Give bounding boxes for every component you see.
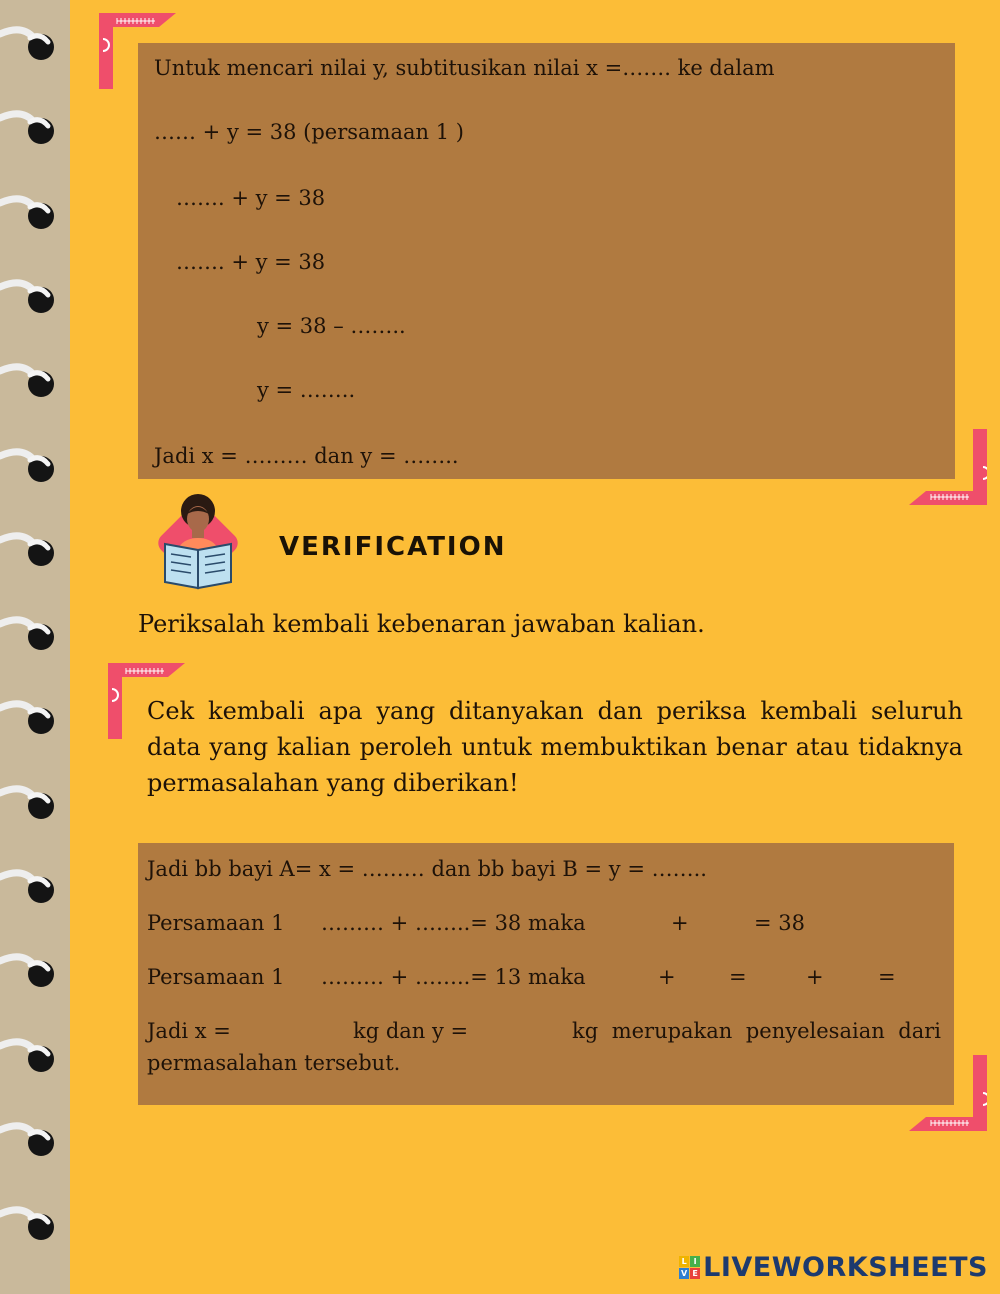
equation-result: = 38 bbox=[754, 911, 805, 935]
equation-expression: ……… + ……..= 13 maka bbox=[321, 965, 586, 989]
logo-letter: V bbox=[681, 1269, 688, 1278]
binder-ring-icon bbox=[0, 783, 60, 823]
liveworksheets-logo[interactable] bbox=[679, 1252, 988, 1283]
solution-box bbox=[138, 43, 955, 479]
ruler-corner-icon bbox=[909, 1055, 987, 1131]
logo-mark-icon bbox=[679, 1256, 700, 1279]
binder-ring-icon bbox=[0, 1204, 60, 1244]
binder-ring-icon bbox=[0, 951, 60, 991]
equation-expression: ……… + ……..= 38 maka bbox=[321, 911, 586, 935]
binder-ring-icon bbox=[0, 867, 60, 907]
conclusion-text: kg merupakan penyelesaian dari bbox=[572, 1019, 941, 1043]
binder-ring-icon bbox=[0, 614, 60, 654]
equals-sign: = bbox=[729, 965, 747, 989]
binder-ring-icon bbox=[0, 1120, 60, 1160]
binder-ring-icon bbox=[0, 108, 60, 148]
section-title: VERIFICATION bbox=[279, 532, 507, 562]
reading-person-icon bbox=[149, 492, 247, 596]
binder-ring-icon bbox=[0, 530, 60, 570]
box-line: Jadi x = ……… dan y = …….. bbox=[154, 444, 459, 468]
verification-box bbox=[138, 843, 954, 1105]
ruler-corner-icon bbox=[909, 429, 987, 505]
logo-letter: E bbox=[690, 1268, 700, 1279]
box-line: y = 38 – …….. bbox=[257, 314, 406, 338]
plus-sign: + bbox=[658, 965, 676, 989]
binder-ring-icon bbox=[0, 361, 60, 401]
logo-letter: I bbox=[690, 1256, 700, 1267]
result-line: Jadi bb bayi A= x = ……… dan bb bayi B = y = …….. bbox=[147, 857, 707, 881]
binder-ring-icon bbox=[0, 1036, 60, 1076]
equation-label: Persamaan 1 bbox=[147, 911, 285, 935]
logo-letter: L bbox=[679, 1256, 689, 1267]
binder-ring-icon bbox=[0, 24, 60, 64]
box-line: y = …….. bbox=[257, 378, 356, 402]
equals-sign: = bbox=[878, 965, 896, 989]
instruction-paragraph: Cek kembali apa yang ditanyakan dan periksa kembali seluruh data yang kalian peroleh untuk membuktikan benar atau tidaknya permasalahan yang diberikan! bbox=[147, 697, 963, 797]
binder-ring-icon bbox=[0, 446, 60, 486]
conclusion-text: kg dan y = bbox=[353, 1019, 469, 1043]
binder-ring-icon bbox=[0, 277, 60, 317]
plus-sign: + bbox=[671, 911, 689, 935]
binder-ring-icon bbox=[0, 698, 60, 738]
conclusion-text: Jadi x = bbox=[147, 1019, 231, 1043]
box-line: …… + y = 38 (persamaan 1 ) bbox=[154, 120, 464, 144]
box-line: Untuk mencari nilai y, subtitusikan nilai x =……. ke dalam bbox=[154, 56, 775, 80]
conclusion-text: permasalahan tersebut. bbox=[147, 1051, 401, 1075]
brand-name: LIVEWORKSHEETS bbox=[703, 1252, 988, 1283]
box-line: ……. + y = 38 bbox=[176, 250, 326, 274]
binder-ring-icon bbox=[0, 193, 60, 233]
box-line: ……. + y = 38 bbox=[176, 186, 326, 210]
equation-label: Persamaan 1 bbox=[147, 965, 285, 989]
plus-sign: + bbox=[806, 965, 824, 989]
intro-text: Periksalah kembali kebenaran jawaban kalian. bbox=[138, 610, 705, 638]
